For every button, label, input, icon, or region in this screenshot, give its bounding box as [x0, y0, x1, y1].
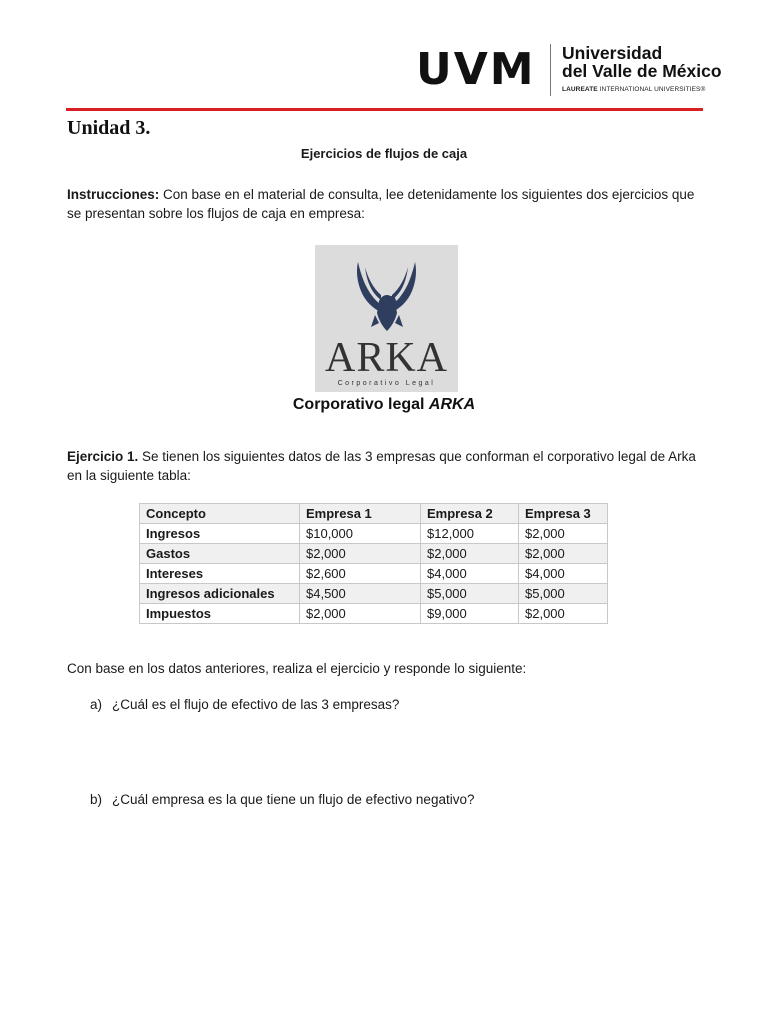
table-cell: $2,000 — [519, 604, 608, 624]
table-cell: $2,000 — [300, 544, 421, 564]
table-header-cell: Empresa 2 — [421, 504, 519, 524]
table-row — [140, 544, 608, 564]
table-row — [140, 584, 608, 604]
question-marker: a) — [90, 697, 103, 712]
question-a — [90, 697, 399, 712]
logo-caption-name: ARKA — [428, 396, 476, 413]
table-header-row — [140, 504, 608, 524]
table-cell: Impuestos — [140, 604, 300, 624]
exercise1-paragraph — [67, 447, 707, 485]
arka-logo-tagline: Corporativo Legal — [337, 380, 436, 387]
logo-caption — [0, 396, 768, 414]
table-cell: $2,000 — [519, 524, 608, 544]
uvm-logo-mark: UVM — [416, 44, 536, 95]
university-name — [562, 44, 722, 80]
laureate-tagline — [562, 86, 705, 93]
table-cell: $2,600 — [300, 564, 421, 584]
document-subtitle: Ejercicios de flujos de caja — [300, 146, 468, 161]
logo-divider — [550, 44, 551, 96]
table-cell: $2,000 — [519, 544, 608, 564]
logo-caption-prefix: Corporativo legal — [292, 396, 429, 413]
table-cell: Gastos — [140, 544, 300, 564]
exercise1-label: Ejercicio 1. — [67, 449, 139, 464]
table-header-cell: Empresa 1 — [300, 504, 421, 524]
arka-logo — [315, 245, 458, 392]
table-cell: $4,000 — [421, 564, 519, 584]
table-cell: Ingresos adicionales — [140, 584, 300, 604]
instructions-label: Instrucciones: — [67, 187, 160, 202]
table-cell: $2,000 — [421, 544, 519, 564]
header-rule — [66, 108, 703, 111]
exercise1-text: Se tienen los siguientes datos de las 3 empresas que conforman el corporativo legal de Arka en la siguiente tabla: — [67, 449, 696, 483]
table-cell: $4,000 — [519, 564, 608, 584]
question-text: ¿Cuál es el flujo de efectivo de las 3 empresas? — [112, 697, 400, 712]
instructions-paragraph — [67, 185, 707, 223]
table-cell: $10,000 — [300, 524, 421, 544]
company-data-table — [139, 503, 608, 624]
unit-title: Unidad 3. — [67, 117, 151, 139]
university-name-line1: Universidad — [562, 43, 663, 63]
table-cell: $5,000 — [421, 584, 519, 604]
table-row — [140, 524, 608, 544]
table-cell: $9,000 — [421, 604, 519, 624]
arka-logo-word: ARKA — [324, 335, 448, 381]
table-cell: $12,000 — [421, 524, 519, 544]
university-logo — [414, 40, 722, 98]
table-cell: Intereses — [140, 564, 300, 584]
table-row — [140, 604, 608, 624]
table-cell: $5,000 — [519, 584, 608, 604]
question-text: ¿Cuál empresa es la que tiene un flujo de efectivo negativo? — [112, 792, 475, 807]
exercise-prompt: Con base en los datos anteriores, realiza el ejercicio y responde lo siguiente: — [67, 661, 527, 676]
table-cell: $4,500 — [300, 584, 421, 604]
table-row — [140, 564, 608, 584]
table-cell: $2,000 — [300, 604, 421, 624]
eagle-icon — [315, 245, 458, 337]
laureate-tagline-bold: LAUREATE — [562, 86, 598, 93]
instructions-text: Con base en el material de consulta, lee detenidamente los siguientes dos ejercicios que se presentan sobre los flujos de caja en empresa: — [67, 187, 695, 221]
question-b — [90, 792, 474, 807]
question-marker: b) — [90, 792, 103, 807]
table-header-cell: Concepto — [140, 504, 300, 524]
laureate-tagline-rest: INTERNATIONAL UNIVERSITIES® — [597, 86, 706, 93]
table-cell: Ingresos — [140, 524, 300, 544]
table-header-cell: Empresa 3 — [519, 504, 608, 524]
university-name-line2: del Valle de México — [562, 61, 722, 81]
